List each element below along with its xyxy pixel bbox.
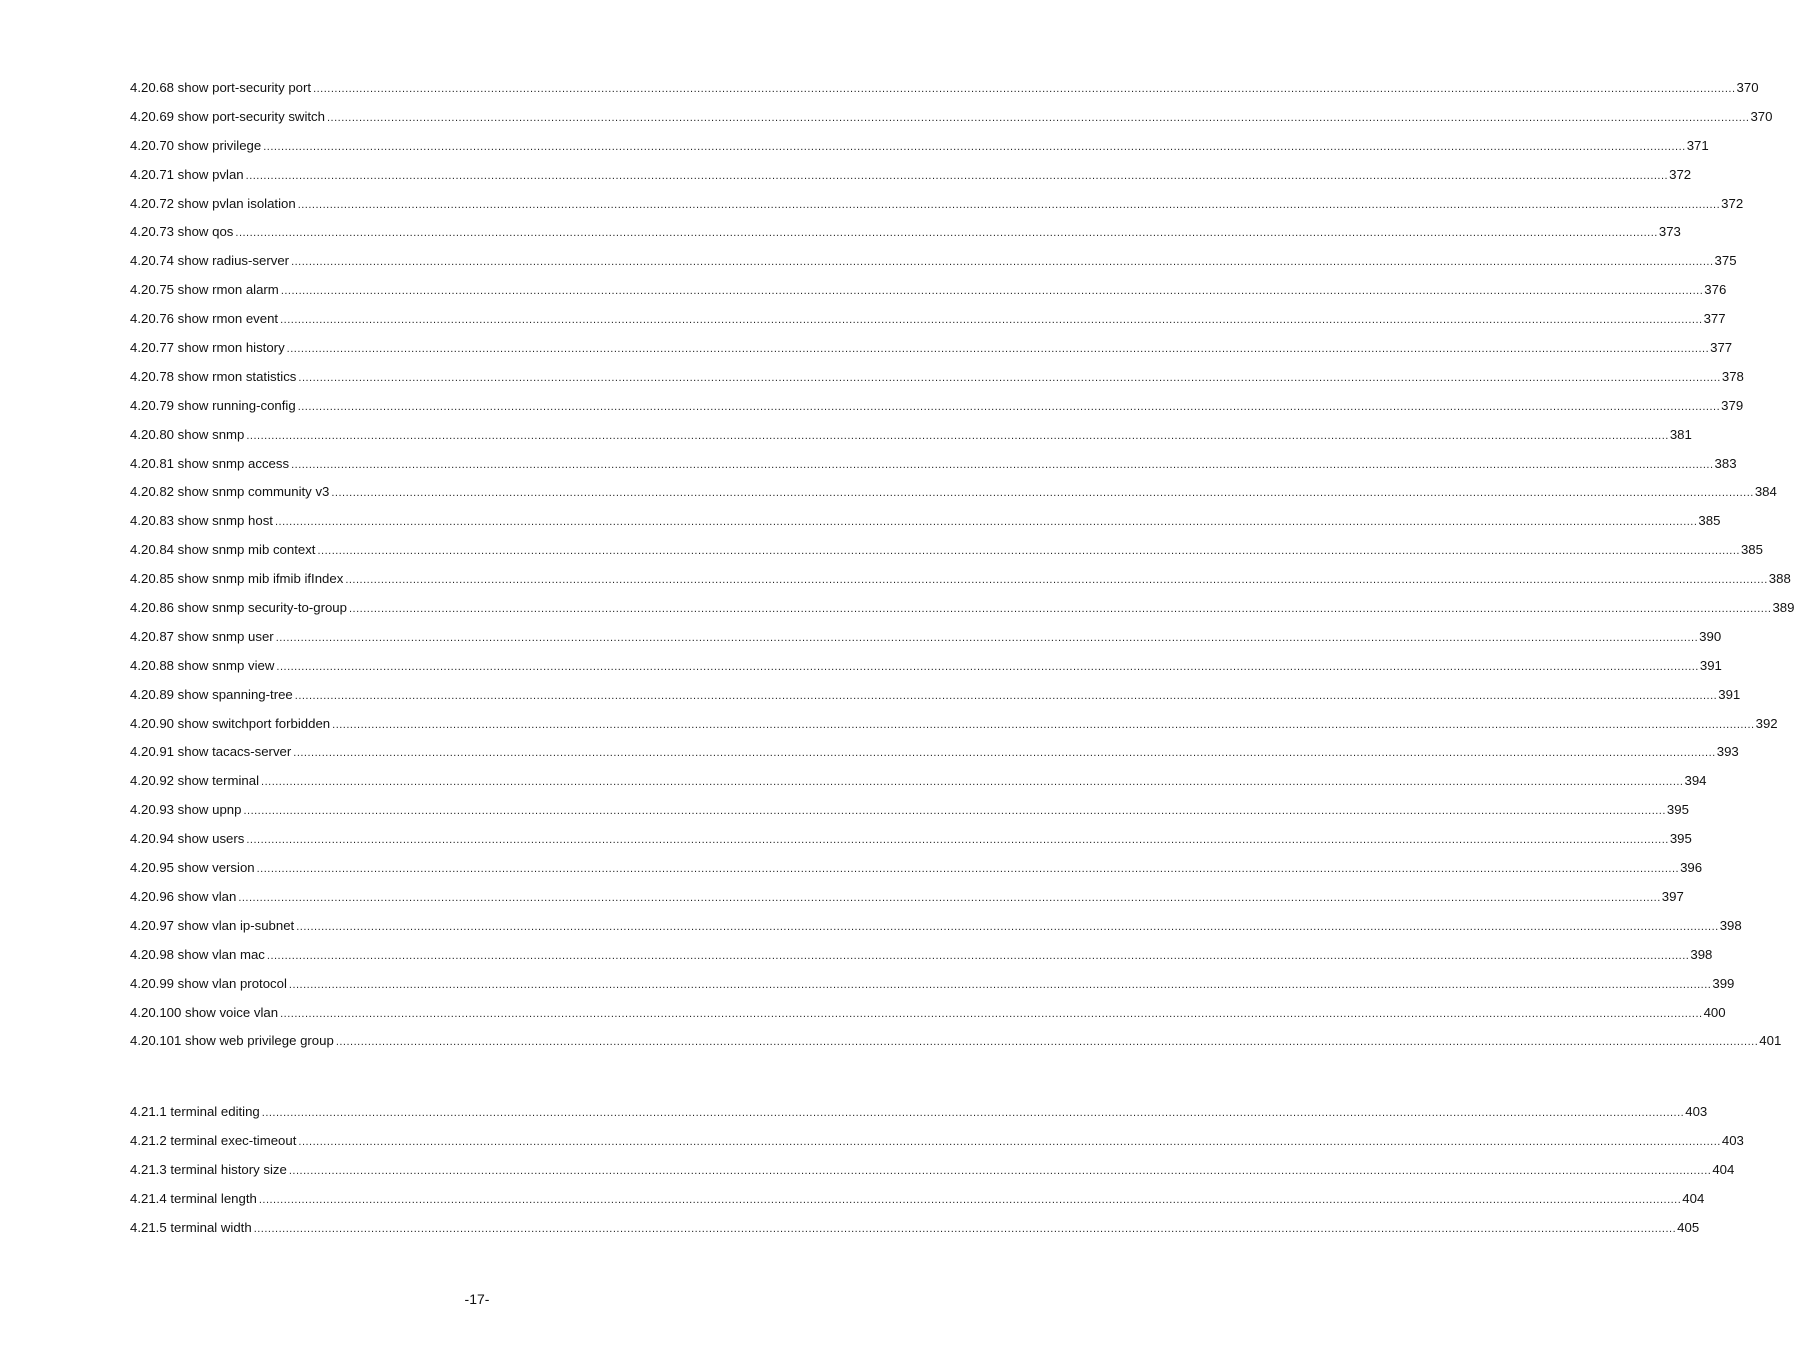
toc-entry-page: 397 (1661, 888, 1684, 904)
toc-entry-title: 4.20.88 show snmp view (130, 657, 275, 673)
toc-entry[interactable] (130, 887, 1684, 916)
toc-dot-leader: ................................................................................................................................................................................................................................................................................................................................................................................................................ (326, 111, 1750, 124)
toc-entry-title: 4.20.92 show terminal (130, 773, 260, 789)
toc-entry-title: 4.20.101 show web privilege group (130, 1033, 334, 1049)
toc-entry-page: 373 (1658, 224, 1681, 240)
toc-entry[interactable] (130, 1102, 1708, 1131)
toc-dot-leader: ................................................................................................................................................................................................................................................................................................................................................................................................................ (332, 718, 1755, 731)
toc-entry[interactable] (130, 540, 1763, 569)
toc-dot-leader: ................................................................................................................................................................................................................................................................................................................................................................................................................ (286, 343, 1710, 356)
toc-entry-title: 4.20.74 show radius-server (130, 253, 290, 269)
toc-entry-page: 379 (1721, 397, 1744, 413)
toc-entry-title: 4.20.93 show upnp (130, 802, 242, 818)
toc-dot-leader: ................................................................................................................................................................................................................................................................................................................................................................................................................ (256, 863, 1680, 876)
toc-entry[interactable] (130, 974, 1735, 1003)
toc-entry[interactable] (130, 1003, 1726, 1032)
toc-entry-title: 4.20.80 show snmp (130, 426, 245, 442)
toc-entry-title: 4.20.99 show vlan protocol (130, 975, 287, 991)
toc-entry-title: 4.20.78 show rmon statistics (130, 368, 297, 384)
toc-entry-title: 4.20.97 show vlan ip-subnet (130, 917, 295, 933)
toc-entry-title: 4.20.69 show port-security switch (130, 108, 325, 124)
toc-entry-title: 4.20.95 show version (130, 860, 255, 876)
toc-dot-leader: ................................................................................................................................................................................................................................................................................................................................................................................................................ (266, 949, 1690, 962)
toc-dot-leader: ................................................................................................................................................................................................................................................................................................................................................................................................................ (348, 603, 1772, 616)
toc-entry[interactable] (130, 1031, 1782, 1060)
toc-entry[interactable] (130, 136, 1709, 165)
toc-dot-leader: ................................................................................................................................................................................................................................................................................................................................................................................................................ (275, 631, 1699, 644)
toc-entry-page: 390 (1699, 628, 1722, 644)
toc-list-section-4-21 (130, 1102, 1744, 1246)
toc-entry-title: 4.20.89 show spanning-tree (130, 686, 293, 702)
toc-entry-title: 4.21.1 terminal editing (130, 1104, 260, 1119)
toc-entry[interactable] (130, 569, 1791, 598)
toc-entry[interactable] (130, 916, 1742, 945)
toc-dot-leader: ................................................................................................................................................................................................................................................................................................................................................................................................................ (245, 169, 1669, 182)
toc-entry-page: 376 (1704, 282, 1727, 298)
toc-entry-page: 404 (1682, 1190, 1705, 1206)
toc-dot-leader: ................................................................................................................................................................................................................................................................................................................................................................................................................ (280, 1007, 1703, 1020)
toc-entry[interactable] (130, 598, 1794, 627)
toc-dot-leader: ................................................................................................................................................................................................................................................................................................................................................................................................................ (238, 891, 1661, 904)
toc-dot-leader: ................................................................................................................................................................................................................................................................................................................................................................................................................ (298, 1135, 1721, 1148)
toc-dot-leader: ................................................................................................................................................................................................................................................................................................................................................................................................................ (280, 314, 1703, 327)
toc-dot-leader: ................................................................................................................................................................................................................................................................................................................................................................................................................ (313, 83, 1736, 95)
toc-dot-leader: ................................................................................................................................................................................................................................................................................................................................................................................................................ (261, 1107, 1685, 1119)
toc-entry[interactable] (130, 829, 1692, 858)
toc-dot-leader: ................................................................................................................................................................................................................................................................................................................................................................................................................ (297, 400, 1721, 413)
toc-entry-title: 4.20.85 show snmp mib ifmib ifIndex (130, 571, 344, 587)
toc-entry-page: 388 (1768, 571, 1791, 587)
toc-entry-page: 392 (1755, 715, 1778, 731)
toc-entry-page: 403 (1721, 1132, 1744, 1148)
toc-dot-leader: ................................................................................................................................................................................................................................................................................................................................................................................................................ (298, 371, 1721, 384)
toc-entry-title: 4.20.86 show snmp security-to-group (130, 600, 347, 616)
toc-entry-title: 4.20.81 show snmp access (130, 455, 290, 471)
toc-entry[interactable] (130, 1131, 1744, 1160)
toc-entry-title: 4.20.79 show running-config (130, 397, 296, 413)
toc-entry-title: 4.20.84 show snmp mib context (130, 542, 316, 558)
toc-entry-page: 395 (1669, 831, 1692, 847)
toc-dot-leader: ................................................................................................................................................................................................................................................................................................................................................................................................................ (335, 1036, 1759, 1049)
toc-entry-title: 4.21.3 terminal history size (130, 1161, 287, 1177)
toc-dot-leader: ................................................................................................................................................................................................................................................................................................................................................................................................................ (276, 660, 1699, 673)
toc-entry[interactable] (130, 1160, 1735, 1189)
toc-entry-page: 377 (1710, 340, 1733, 356)
toc-entry-title: 4.20.87 show snmp user (130, 628, 274, 644)
toc-entry[interactable] (130, 367, 1744, 396)
toc-entry-title: 4.20.75 show rmon alarm (130, 282, 279, 298)
toc-dot-leader: ................................................................................................................................................................................................................................................................................................................................................................................................................ (261, 776, 1684, 789)
toc-dot-leader: ................................................................................................................................................................................................................................................................................................................................................................................................................ (296, 920, 1719, 933)
toc-entry-page: 391 (1718, 686, 1741, 702)
toc-entry[interactable] (130, 858, 1703, 887)
toc-entry-page: 375 (1714, 253, 1737, 269)
toc-entry-page: 389 (1772, 600, 1794, 616)
toc-entry-page: 399 (1712, 975, 1735, 991)
page-number: -17- (464, 1291, 490, 1307)
toc-entry-page: 384 (1754, 484, 1777, 500)
toc-dot-leader: ................................................................................................................................................................................................................................................................................................................................................................................................................ (243, 805, 1666, 818)
toc-entry-title: 4.20.90 show switchport forbidden (130, 715, 331, 731)
toc-entry[interactable] (130, 945, 1713, 974)
toc-entry-page: 378 (1721, 368, 1744, 384)
toc-dot-leader: ................................................................................................................................................................................................................................................................................................................................................................................................................ (345, 574, 1768, 587)
toc-entry[interactable] (130, 194, 1744, 223)
toc-dot-leader: ................................................................................................................................................................................................................................................................................................................................................................................................................ (291, 256, 1714, 269)
toc-entry-title: 4.20.83 show snmp host (130, 513, 273, 529)
toc-entry[interactable] (130, 454, 1737, 483)
toc-entry-page: 385 (1740, 542, 1763, 558)
toc-entry-page: 403 (1685, 1104, 1708, 1119)
toc-dot-leader: ................................................................................................................................................................................................................................................................................................................................................................................................................ (258, 1193, 1682, 1206)
toc-list-section-4-20 (130, 78, 1794, 1060)
toc-entry[interactable] (130, 78, 1759, 107)
toc-entry-page: 393 (1716, 744, 1739, 760)
toc-entry[interactable] (130, 107, 1773, 136)
toc-dot-leader: ................................................................................................................................................................................................................................................................................................................................................................................................................ (263, 140, 1686, 153)
toc-entry[interactable] (130, 396, 1744, 425)
toc-entry-title: 4.20.76 show rmon event (130, 311, 279, 327)
toc-entry-page: 401 (1759, 1033, 1782, 1049)
toc-entry-title: 4.20.100 show voice vlan (130, 1004, 279, 1020)
toc-entry-title: 4.20.72 show pvlan isolation (130, 195, 296, 211)
toc-entry-title: 4.21.4 terminal length (130, 1190, 257, 1206)
toc-entry[interactable] (130, 1218, 1700, 1247)
toc-entry-page: 385 (1698, 513, 1721, 529)
toc-entry[interactable] (130, 251, 1737, 280)
toc-entry[interactable] (130, 1189, 1705, 1218)
toc-dot-leader: ................................................................................................................................................................................................................................................................................................................................................................................................................ (294, 689, 1718, 702)
toc-entry-title: 4.21.5 terminal width (130, 1219, 252, 1235)
toc-entry-title: 4.21.2 terminal exec-timeout (130, 1132, 297, 1148)
toc-entry-page: 371 (1686, 137, 1709, 153)
toc-entry[interactable] (130, 627, 1722, 656)
toc-entry-title: 4.20.98 show vlan mac (130, 946, 265, 962)
toc-dot-leader: ................................................................................................................................................................................................................................................................................................................................................................................................................ (280, 285, 1704, 298)
toc-entry[interactable] (130, 771, 1707, 800)
toc-dot-leader: ................................................................................................................................................................................................................................................................................................................................................................................................................ (291, 458, 1714, 471)
toc-entry-page: 394 (1684, 773, 1707, 789)
toc-entry[interactable] (130, 222, 1681, 251)
toc-entry[interactable] (130, 742, 1739, 771)
toc-entry[interactable] (130, 656, 1722, 685)
toc-entry-page: 398 (1690, 946, 1713, 962)
toc-entry[interactable] (130, 165, 1692, 194)
toc-entry-title: 4.20.70 show privilege (130, 137, 262, 153)
toc-entry[interactable] (130, 425, 1692, 454)
toc-dot-leader: ................................................................................................................................................................................................................................................................................................................................................................................................................ (235, 227, 1658, 240)
toc-dot-leader: ................................................................................................................................................................................................................................................................................................................................................................................................................ (253, 1222, 1677, 1235)
toc-dot-leader: ................................................................................................................................................................................................................................................................................................................................................................................................................ (288, 978, 1712, 991)
toc-entry-page: 370 (1750, 108, 1773, 124)
toc-entry-title: 4.20.68 show port-security port (130, 80, 312, 95)
toc-entry[interactable] (130, 309, 1726, 338)
toc-entry[interactable] (130, 800, 1689, 829)
toc-dot-leader: ................................................................................................................................................................................................................................................................................................................................................................................................................ (246, 834, 1669, 847)
toc-entry-title: 4.20.82 show snmp community v3 (130, 484, 330, 500)
toc-entry[interactable] (130, 714, 1778, 743)
toc-entry-title: 4.20.96 show vlan (130, 888, 237, 904)
toc-entry[interactable] (130, 280, 1727, 309)
toc-entry[interactable] (130, 338, 1733, 367)
toc-entry-page: 396 (1680, 860, 1703, 876)
toc-dot-leader: ................................................................................................................................................................................................................................................................................................................................................................................................................ (293, 747, 1716, 760)
toc-dot-leader: ................................................................................................................................................................................................................................................................................................................................................................................................................ (274, 516, 1698, 529)
toc-entry[interactable] (130, 511, 1721, 540)
toc-dot-leader: ................................................................................................................................................................................................................................................................................................................................................................................................................ (317, 545, 1740, 558)
toc-entry-page: 405 (1677, 1219, 1700, 1235)
toc-entry-title: 4.20.71 show pvlan (130, 166, 244, 182)
toc-dot-leader: ................................................................................................................................................................................................................................................................................................................................................................................................................ (246, 429, 1669, 442)
toc-entry-page: 381 (1669, 426, 1692, 442)
toc-dot-leader: ................................................................................................................................................................................................................................................................................................................................................................................................................ (288, 1164, 1712, 1177)
toc-entry-page: 404 (1712, 1161, 1735, 1177)
toc-entry-title: 4.20.73 show qos (130, 224, 234, 240)
toc-entry-page: 370 (1736, 80, 1759, 95)
toc-dot-leader: ................................................................................................................................................................................................................................................................................................................................................................................................................ (331, 487, 1754, 500)
toc-entry-page: 391 (1699, 657, 1722, 673)
toc-entry-page: 372 (1721, 195, 1744, 211)
toc-entry[interactable] (130, 482, 1777, 511)
toc-entry-page: 377 (1703, 311, 1726, 327)
toc-entry-page: 383 (1714, 455, 1737, 471)
toc-entry-page: 400 (1703, 1004, 1726, 1020)
toc-entry-title: 4.20.91 show tacacs-server (130, 744, 292, 760)
toc-entry-title: 4.20.94 show users (130, 831, 245, 847)
toc-dot-leader: ................................................................................................................................................................................................................................................................................................................................................................................................................ (297, 198, 1721, 211)
toc-entry-page: 398 (1719, 917, 1742, 933)
toc-entry[interactable] (130, 685, 1741, 714)
toc-entry-page: 372 (1669, 166, 1692, 182)
toc-entry-page: 395 (1666, 802, 1689, 818)
toc-entry-title: 4.20.77 show rmon history (130, 340, 285, 356)
